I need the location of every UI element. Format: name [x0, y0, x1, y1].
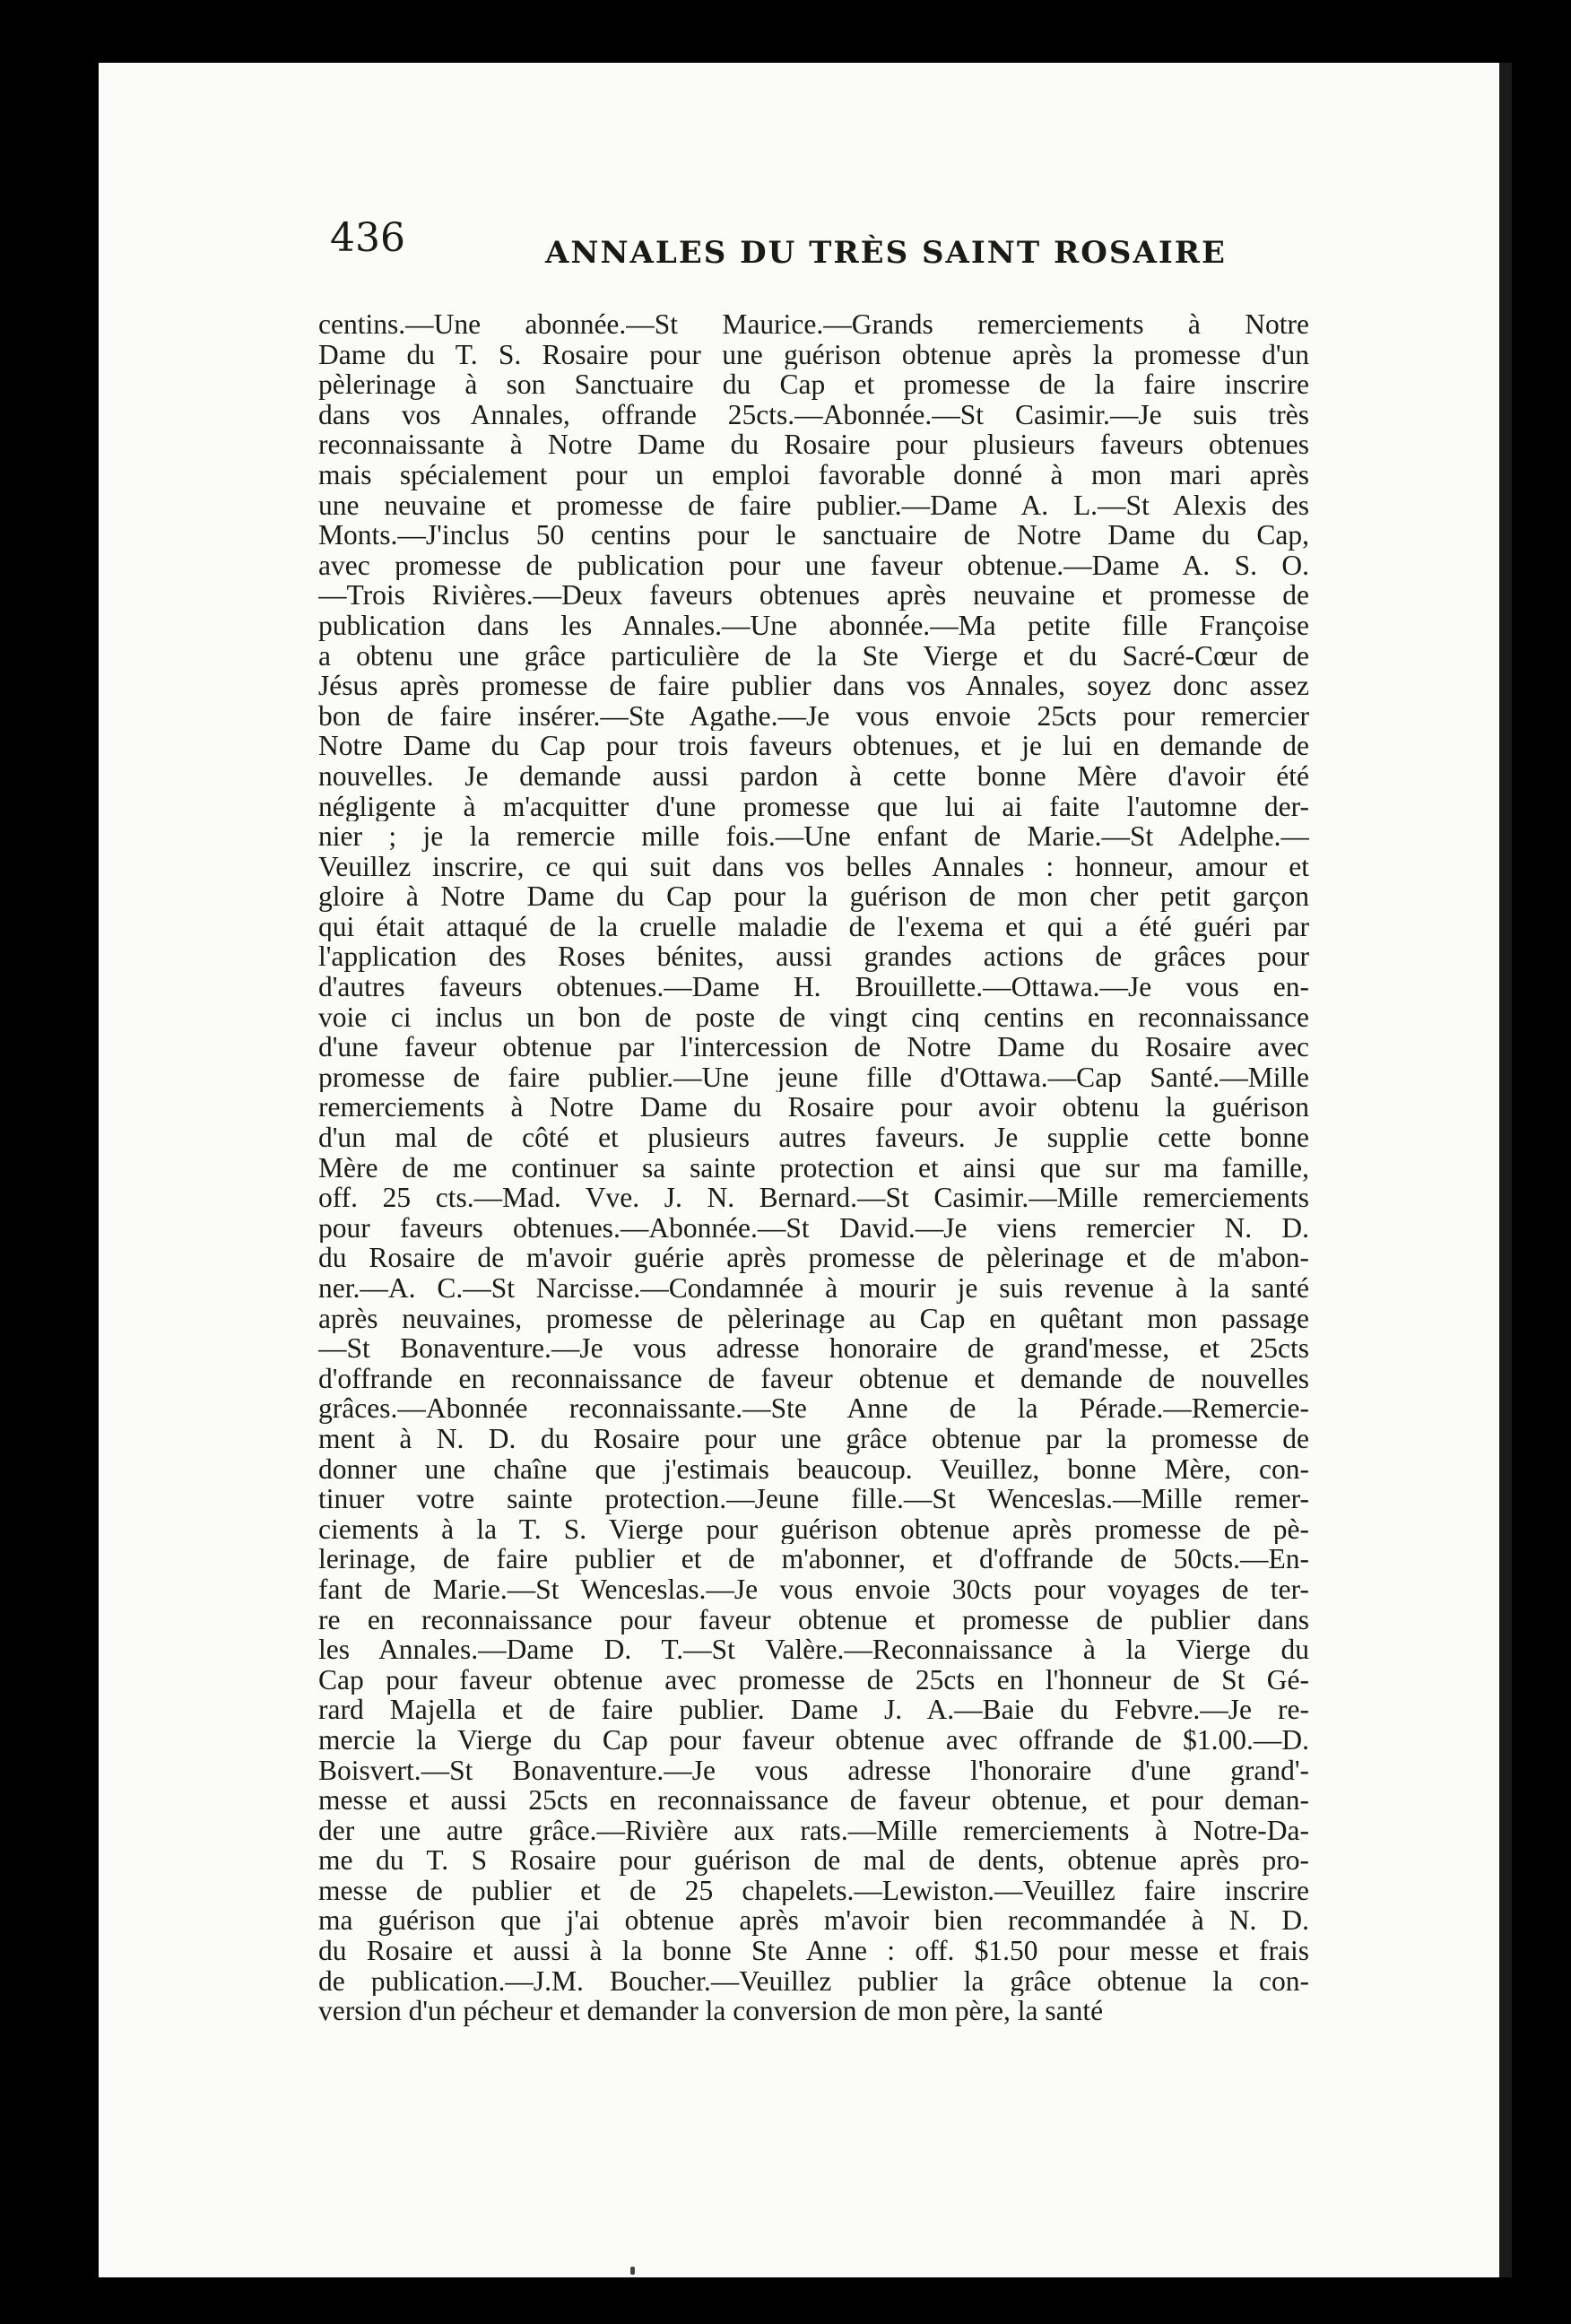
text-line: ma guérison que j'ai obtenue après m'avoir bien recommandée à N. D. — [318, 1905, 1309, 1937]
text-line: me du T. S Rosaire pour guérison de mal de dents, obtenue après pro- — [318, 1845, 1309, 1876]
text-line: pèlerinage à son Sanctuaire du Cap et promesse de la faire inscrire — [318, 369, 1309, 400]
text-line: off. 25 cts.—Mad. Vve. J. N. Bernard.—St Casimir.—Mille remerciements — [318, 1183, 1309, 1213]
text-line: nier ; je la remercie mille fois.—Une enfant de Marie.—St Adelphe.— — [318, 821, 1309, 852]
running-head: ANNALES DU TRÈS SAINT ROSAIRE — [545, 235, 1227, 271]
text-line: qui était attaqué de la cruelle maladie de l'exema et qui a été guéri par — [318, 911, 1309, 942]
text-line: re en reconnaissance pour faveur obtenue et promesse de publier dans — [318, 1604, 1309, 1635]
text-line: d'une faveur obtenue par l'intercession de Notre Dame du Rosaire avec — [318, 1032, 1309, 1062]
text-line: centins.—Une abonnée.—St Maurice.—Grands remerciements à Notre — [318, 309, 1309, 340]
text-line: d'un mal de côté et plusieurs autres faveurs. Je supplie cette bonne — [318, 1123, 1309, 1153]
text-line: bon de faire insérer.—Ste Agathe.—Je vous envoie 25cts pour remercier — [318, 700, 1309, 732]
scan-speck — [630, 2267, 635, 2275]
text-line: version d'un pécheur et demander la conversion de mon père, la santé — [318, 1996, 1104, 2026]
text-line: voie ci inclus un bon de poste de vingt cinq centins en reconnaissance — [318, 1002, 1309, 1033]
text-line: promesse de faire publier.—Une jeune fille d'Ottawa.—Cap Santé.—Mille — [318, 1062, 1309, 1093]
text-line: ner.—A. C.—St Narcisse.—Condamnée à mourir je suis revenue à la santé — [318, 1273, 1309, 1304]
text-line: messe et aussi 25cts en reconnaissance de faveur obtenue, et pour deman- — [318, 1785, 1309, 1816]
text-line: mais spécialement pour un emploi favorable donné à mon mari après — [318, 459, 1309, 490]
text-line: tinuer votre sainte protection.—Jeune fille.—St Wenceslas.—Mille remer- — [318, 1484, 1309, 1514]
page-number: 436 — [330, 215, 405, 261]
text-line: publication dans les Annales.—Une abonnée.—Ma petite fille Françoise — [318, 610, 1309, 641]
text-line: —Trois Rivières.—Deux faveurs obtenues après neuvaine et promesse de — [318, 580, 1309, 611]
text-line: fant de Marie.—St Wenceslas.—Je vous envoie 30cts pour voyages de ter- — [318, 1574, 1309, 1605]
text-line: Boisvert.—St Bonaventure.—Je vous adresse l'honoraire d'une grand'- — [318, 1755, 1309, 1786]
text-line: Jésus après promesse de faire publier dans vos Annales, soyez donc assez — [318, 671, 1309, 701]
text-line: négligente à m'acquitter d'une promesse que lui ai faite l'automne der- — [318, 791, 1309, 822]
text-line: lerinage, de faire publier et de m'abonner, et d'offrande de 50cts.—En- — [318, 1544, 1309, 1574]
body-text — [318, 309, 1309, 2026]
text-line: reconnaissante à Notre Dame du Rosaire pour plusieurs faveurs obtenues — [318, 429, 1309, 460]
text-line: remerciements à Notre Dame du Rosaire pour avoir obtenu la guérison — [318, 1092, 1309, 1123]
text-line: Dame du T. S. Rosaire pour une guérison obtenue après la promesse d'un — [318, 339, 1309, 370]
text-line: a obtenu une grâce particulière de la Ste Vierge et du Sacré-Cœur de — [318, 640, 1309, 672]
text-line: l'application des Roses bénites, aussi grandes actions de grâces pour — [318, 941, 1309, 973]
text-line: les Annales.—Dame D. T.—St Valère.—Reconnaissance à la Vierge du — [318, 1635, 1309, 1665]
text-line: ment à N. D. du Rosaire pour une grâce obtenue par la promesse de — [318, 1423, 1309, 1454]
text-line: ciements à la T. S. Vierge pour guérison obtenue après promesse de pè- — [318, 1513, 1309, 1545]
text-line: donner une chaîne que j'estimais beaucoup. Veuillez, bonne Mère, con- — [318, 1453, 1309, 1485]
text-line: grâces.—Abonnée reconnaissante.—Ste Anne de la Pérade.—Remercie- — [318, 1393, 1309, 1424]
text-line: messe de publier et de 25 chapelets.—Lewiston.—Veuillez faire inscrire — [318, 1875, 1309, 1906]
text-line: Mère de me continuer sa sainte protection et ainsi que sur ma famille, — [318, 1152, 1309, 1184]
text-line: Veuillez inscrire, ce qui suit dans vos belles Annales : honneur, amour et — [318, 851, 1309, 882]
text-line: d'autres faveurs obtenues.—Dame H. Brouillette.—Ottawa.—Je vous en- — [318, 972, 1309, 1002]
text-line: der une autre grâce.—Rivière aux rats.—Mille remerciements à Notre-Da- — [318, 1815, 1309, 1846]
page-edge-shadow — [1499, 63, 1512, 2277]
text-line: nouvelles. Je demande aussi pardon à cette bonne Mère d'avoir été — [318, 760, 1309, 792]
text-line: rard Majella et de faire publier. Dame J. A.—Baie du Febvre.—Je re- — [318, 1695, 1309, 1725]
text-line: une neuvaine et promesse de faire publier.—Dame A. L.—St Alexis des — [318, 490, 1309, 521]
text-line: du Rosaire de m'avoir guérie après promesse de pèlerinage et de m'abon- — [318, 1243, 1309, 1273]
text-line: Cap pour faveur obtenue avec promesse de 25cts en l'honneur de St Gé- — [318, 1664, 1309, 1695]
text-line: de publication.—J.M. Boucher.—Veuillez publier la grâce obtenue la con- — [318, 1965, 1309, 1997]
text-line: après neuvaines, promesse de pèlerinage au Cap en quêtant mon passage — [318, 1303, 1309, 1334]
text-line: Notre Dame du Cap pour trois faveurs obtenues, et je lui en demande de — [318, 731, 1309, 761]
text-line: d'offrande en reconnaissance de faveur obtenue et demande de nouvelles — [318, 1363, 1309, 1394]
text-line: mercie la Vierge du Cap pour faveur obtenue avec offrande de $1.00.—D. — [318, 1724, 1309, 1756]
text-line: pour faveurs obtenues.—Abonnée.—St David.—Je viens remercier N. D. — [318, 1212, 1309, 1244]
text-line: dans vos Annales, offrande 25cts.—Abonnée.—St Casimir.—Je suis très — [318, 399, 1309, 430]
text-line: avec promesse de publication pour une faveur obtenue.—Dame A. S. O. — [318, 550, 1309, 581]
text-line: gloire à Notre Dame du Cap pour la guérison de mon cher petit garçon — [318, 881, 1309, 912]
text-line: Monts.—J'inclus 50 centins pour le sanctuaire de Notre Dame du Cap, — [318, 520, 1309, 551]
text-line: —St Bonaventure.—Je vous adresse honoraire de grand'messe, et 25cts — [318, 1333, 1309, 1364]
text-line: du Rosaire et aussi à la bonne Ste Anne : off. $1.50 pour messe et frais — [318, 1936, 1309, 1966]
